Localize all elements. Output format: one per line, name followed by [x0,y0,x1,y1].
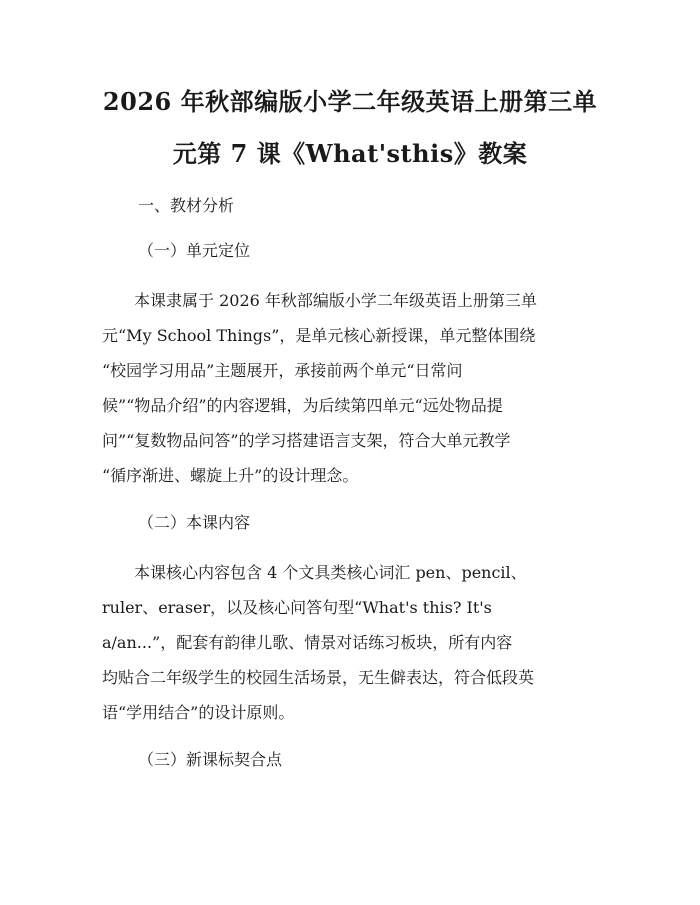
document-title [96,76,604,180]
subsection-heading-curriculum-standards: （三）新课标契合点 [138,750,283,769]
paragraph-unit-positioning [102,283,600,493]
paragraph-line: ruler、eraser，以及核心问答句型“What's this? It's [102,598,492,617]
paragraph-line: 语“学用结合”的设计原则。 [102,703,295,722]
paragraph-line: 问”“复数物品问答”的学习搭建语言支架，符合大单元教学 [102,431,511,450]
paragraph-line: 候”“物品介绍”的内容逻辑，为后续第四单元“远处物品提 [102,396,503,415]
paragraph-line: “循序渐进、螺旋上升”的设计理念。 [102,466,359,485]
subsection-heading-unit-positioning: （一）单元定位 [138,241,251,260]
section-heading-materials-analysis: 一、教材分析 [138,196,235,215]
paragraph-line: 均贴合二年级学生的校园生活场景，无生僻表达，符合低段英 [102,668,535,687]
paragraph-line: 本课核心内容包含 4 个文具类核心词汇 pen、pencil、 [134,563,527,582]
paragraph-line: 元“My School Things”，是单元核心新授课，单元整体围绕 [102,326,536,345]
paragraph-line: a/an...”，配套有韵律儿歌、情景对话练习板块，所有内容 [102,633,513,652]
title-line-2: 元第 7 课《What'sthis》教案 [172,139,528,168]
paragraph-line: 本课隶属于 2026 年秋部编版小学二年级英语上册第三单 [134,291,537,310]
paragraph-lesson-content [102,555,600,730]
title-line-1: 2026 年秋部编版小学二年级英语上册第三单 [102,87,598,116]
paragraph-line: “校园学习用品”主题展开，承接前两个单元“日常问 [102,361,463,380]
subsection-heading-lesson-content: （二）本课内容 [138,513,251,532]
